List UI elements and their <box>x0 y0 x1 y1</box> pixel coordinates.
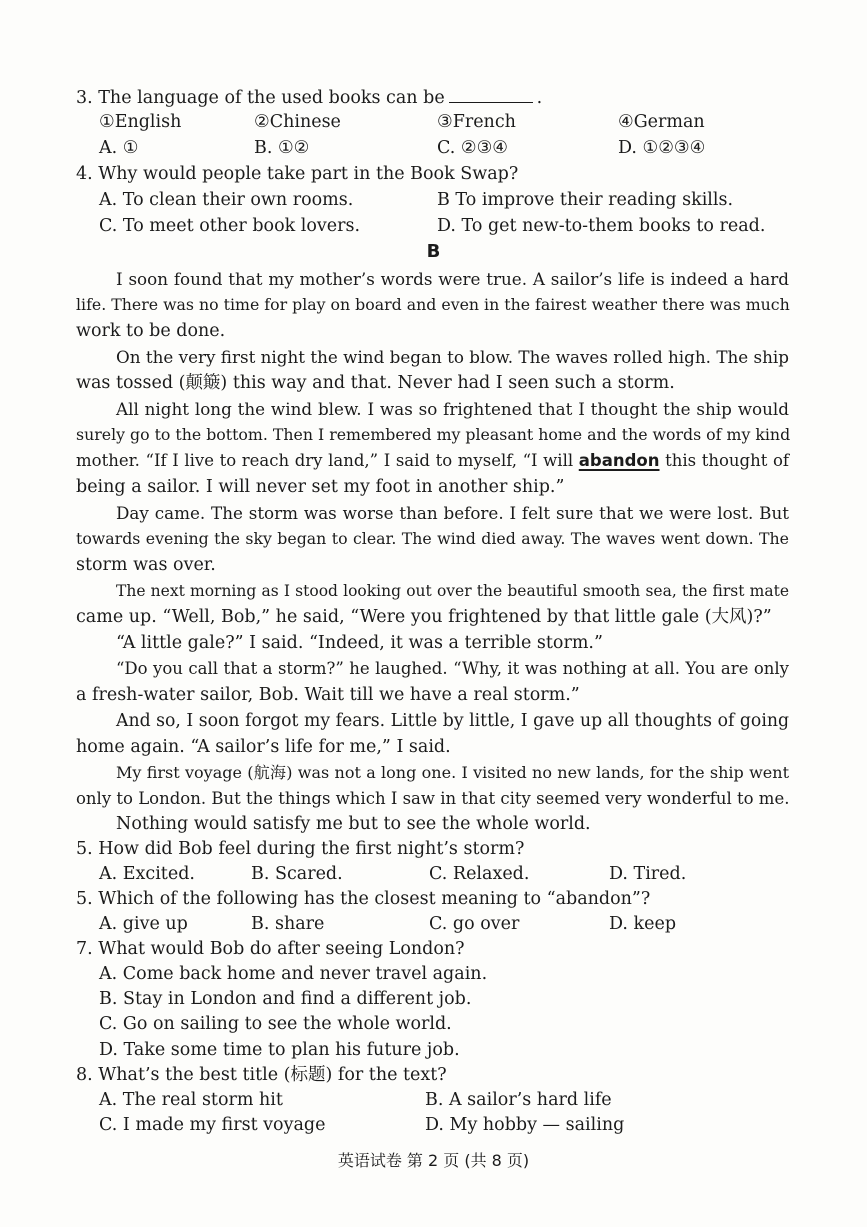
question-6-option-b: B. share <box>251 914 325 934</box>
section-heading: B <box>426 241 441 262</box>
passage-line: life. There was no time for play on board and even in the fairest weather there was much <box>76 295 790 314</box>
passage-line: On the very first night the wind began to blow. The waves rolled high. The ship <box>116 347 789 367</box>
passage-line: Nothing would satisfy me but to see the whole world. <box>116 814 591 834</box>
question-3-option-b: B. ①② <box>254 138 310 158</box>
question-8-option-a: A. The real storm hit <box>99 1090 283 1110</box>
question-8-option-b: B. A sailor’s hard life <box>425 1090 612 1110</box>
passage-line: surely go to the bottom. Then I remembered my pleasant home and the words of my kind <box>76 425 791 444</box>
passage-text: this thought of <box>665 451 790 470</box>
question-8-stem: 8. What’s the best title (标题) for the text? <box>76 1065 447 1085</box>
question-6-option-a: A. give up <box>99 914 188 934</box>
question-3-item-3: ③French <box>437 112 516 132</box>
question-4-option-d: D. To get new-to-them books to read. <box>437 216 766 236</box>
passage-line: storm was over. <box>76 555 216 575</box>
passage-line: work to be done. <box>76 321 226 341</box>
question-5-option-a: A. Excited. <box>99 864 195 884</box>
question-3-stem-text: 3. The language of the used books can be <box>76 88 445 108</box>
question-8-option-d: D. My hobby — sailing <box>425 1115 625 1135</box>
passage-line: being a sailor. I will never set my foot in another ship.” <box>76 477 565 497</box>
question-5-option-d: D. Tired. <box>609 864 687 884</box>
question-6-option-d: D. keep <box>609 914 677 934</box>
answer-blank <box>449 84 533 103</box>
question-5-option-c: C. Relaxed. <box>429 864 530 884</box>
keyword-abandon: abandon <box>578 451 660 470</box>
question-7-option-d: D. Take some time to plan his future job. <box>99 1040 460 1060</box>
question-4-option-b: B To improve their reading skills. <box>437 190 734 210</box>
question-3-item-4: ④German <box>618 112 705 132</box>
question-3-item-2: ②Chinese <box>254 112 341 132</box>
question-5-option-b: B. Scared. <box>251 864 343 884</box>
question-5-stem: 5. How did Bob feel during the first night’s storm? <box>76 839 525 859</box>
question-8-option-c: C. I made my first voyage <box>99 1115 326 1135</box>
question-3-option-c: C. ②③④ <box>437 138 508 158</box>
passage-line: All night long the wind blew. I was so frightened that I thought the ship would <box>116 399 789 419</box>
passage-line: home again. “A sailor’s life for me,” I said. <box>76 737 451 757</box>
question-3-option-d: D. ①②③④ <box>618 138 706 158</box>
question-4-stem: 4. Why would people take part in the Book Swap? <box>76 164 519 184</box>
passage-line: “Do you call that a storm?” he laughed. “Why, it was nothing at all. You are only <box>116 659 789 678</box>
passage-line: Day came. The storm was worse than before. I felt sure that we were lost. But <box>116 503 789 523</box>
passage-line: only to London. But the things which I saw in that city seemed very wonderful to me. <box>76 789 790 808</box>
question-3-item-1: ①English <box>99 112 182 132</box>
page-footer: 英语试卷 第 2 页 (共 8 页) <box>337 1151 530 1170</box>
question-4-option-c: C. To meet other book lovers. <box>99 216 361 236</box>
question-7-stem: 7. What would Bob do after seeing London? <box>76 939 465 959</box>
question-3-option-a: A. ① <box>99 138 139 158</box>
question-7-option-b: B. Stay in London and find a different job. <box>99 989 472 1009</box>
question-7-option-a: A. Come back home and never travel again. <box>99 964 488 984</box>
passage-line: came up. “Well, Bob,” he said, “Were you frightened by that little gale (大风)?” <box>76 607 772 627</box>
question-4-option-a: A. To clean their own rooms. <box>99 190 354 210</box>
question-3-stem-end: . <box>536 88 543 108</box>
question-6-stem: 5. Which of the following has the closest meaning to “abandon”? <box>76 889 651 909</box>
passage-line: towards evening the sky began to clear. The wind died away. The waves went down. The <box>76 529 789 548</box>
passage-line: was tossed (颠簸) this way and that. Never had I seen such a storm. <box>76 373 675 393</box>
passage-line: I soon found that my mother’s words were true. A sailor’s life is indeed a hard <box>116 269 789 289</box>
passage-line: And so, I soon forgot my fears. Little by little, I gave up all thoughts of going <box>116 711 789 731</box>
passage-line-keyword <box>76 449 789 473</box>
question-6-option-c: C. go over <box>429 914 520 934</box>
passage-line: “A little gale?” I said. “Indeed, it was a terrible storm.” <box>116 633 603 653</box>
question-3-stem <box>76 84 542 110</box>
passage-text: mother. “If I live to reach dry land,” I said to myself, “I will <box>76 451 574 470</box>
passage-line: My first voyage (航海) was not a long one. I visited no new lands, for the ship went <box>116 763 789 782</box>
passage-line: The next morning as I stood looking out over the beautiful smooth sea, the first mate <box>116 582 789 600</box>
passage-line: a fresh-water sailor, Bob. Wait till we have a real storm.” <box>76 685 580 705</box>
question-7-option-c: C. Go on sailing to see the whole world. <box>99 1014 452 1034</box>
